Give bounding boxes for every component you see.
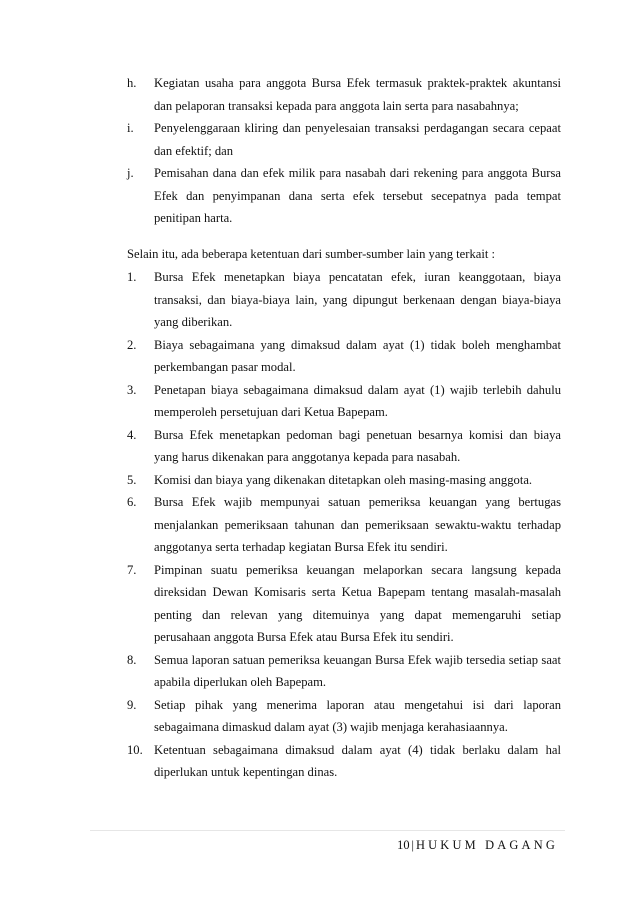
footer-separator: |: [411, 838, 414, 852]
list-item: [127, 649, 561, 694]
list-item-text: Pemisahan dana dan efek milik para nasabah dari rekening para anggota Bursa Efek dan penyimpanan dana serta efek tersebut secepatnya pada tempat penitipan harta.: [154, 166, 561, 225]
list-item: [127, 266, 561, 334]
list-marker: 10.: [127, 742, 143, 757]
list-marker: 9.: [127, 697, 137, 712]
list-numbered: [127, 266, 561, 784]
list-item: [127, 694, 561, 739]
list-item-text: Setiap pihak yang menerima laporan atau mengetahui isi dari laporan sebagaimana dimaskud dalam ayat (3) wajib menjaga kerahasiaannya.: [154, 697, 561, 734]
list-marker: 7.: [127, 562, 137, 577]
list-item: [127, 72, 561, 117]
list-item-text: Kegiatan usaha para anggota Bursa Efek termasuk praktek-praktek akuntansi dan pelaporan transaksi kepada para anggota lain serta para nasabahnya;: [154, 76, 561, 113]
list-item: [127, 424, 561, 469]
page-number: 10: [397, 838, 410, 852]
list-item-text: Penetapan biaya sebagaimana dimaksud dalam ayat (1) wajib terlebih dahulu memperoleh persetujuan dari Ketua Bapepam.: [154, 382, 561, 419]
list-marker: i.: [127, 121, 134, 135]
intro-paragraph: Selain itu, ada beberapa ketentuan dari sumber-sumber lain yang terkait :: [127, 247, 495, 261]
list-item: [127, 739, 561, 784]
list-item-text: Bursa Efek wajib mempunyai satuan pemeriksa keuangan yang bertugas menjalankan pemeriksaan tahunan dan pemeriksaan sewaktu-waktu terhadap anggotanya serta terhadap kegiatan Bursa Efek itu sendiri.: [154, 495, 561, 554]
list-item: [127, 162, 561, 230]
footer-divider: [90, 830, 565, 831]
footer-title: HUKUM DAGANG: [416, 838, 558, 852]
list-marker: 6.: [127, 495, 137, 509]
list-marker: 5.: [127, 472, 137, 487]
list-item: [127, 117, 561, 162]
list-item: [127, 491, 561, 559]
list-item-text: Penyelenggaraan kliring dan penyelesaian transaksi perdagangan secara cepaat dan efektif; dan: [154, 121, 561, 158]
list-marker: h.: [127, 76, 137, 90]
page-footer: [397, 837, 558, 853]
list-item-text: Bursa Efek menetapkan pedoman bagi penetuan besarnya komisi dan biaya yang harus dikenakan para anggotanya kepada para nasabah.: [154, 427, 561, 464]
list-item: [127, 379, 561, 424]
list-marker: 2.: [127, 337, 137, 352]
list-item-text: Biaya sebagaimana yang dimaksud dalam ayat (1) tidak boleh menghambat perkembangan pasar modal.: [154, 337, 561, 374]
list-item: [127, 469, 561, 492]
list-item-text: Komisi dan biaya yang dikenakan ditetapkan oleh masing-masing anggota.: [154, 472, 533, 487]
list-marker: 1.: [127, 270, 137, 284]
list-marker: j.: [127, 166, 134, 180]
list-top: [127, 72, 561, 230]
list-marker: 4.: [127, 427, 137, 442]
list-item-text: Ketentuan sebagaimana dimaksud dalam ayat (4) tidak berlaku dalam hal diperlukan untuk kepentingan dinas.: [154, 742, 561, 779]
list-marker: 3.: [127, 382, 137, 397]
list-marker: 8.: [127, 652, 137, 667]
list-item: [127, 334, 561, 379]
list-item: [127, 559, 561, 649]
list-item-text: Semua laporan satuan pemeriksa keuangan Bursa Efek wajib tersedia setiap saat apabila diperlukan oleh Bapepam.: [154, 652, 561, 689]
list-item-text: Bursa Efek menetapkan biaya pencatatan efek, iuran keanggotaan, biaya transaksi, dan biaya-biaya lain, yang dipungut berkenaan dengan biaya-biaya yang diberikan.: [154, 270, 561, 329]
list-item-text: Pimpinan suatu pemeriksa keuangan melaporkan secara langsung kepada direksidan Dewan Komisaris serta Ketua Bapepam tentang masalah-masalah penting dan relevan yang ditemuinya yang dapat memengaruhi setiap perusahaan anggota Bursa Efek atau Bursa Efek itu sendiri.: [154, 562, 561, 644]
